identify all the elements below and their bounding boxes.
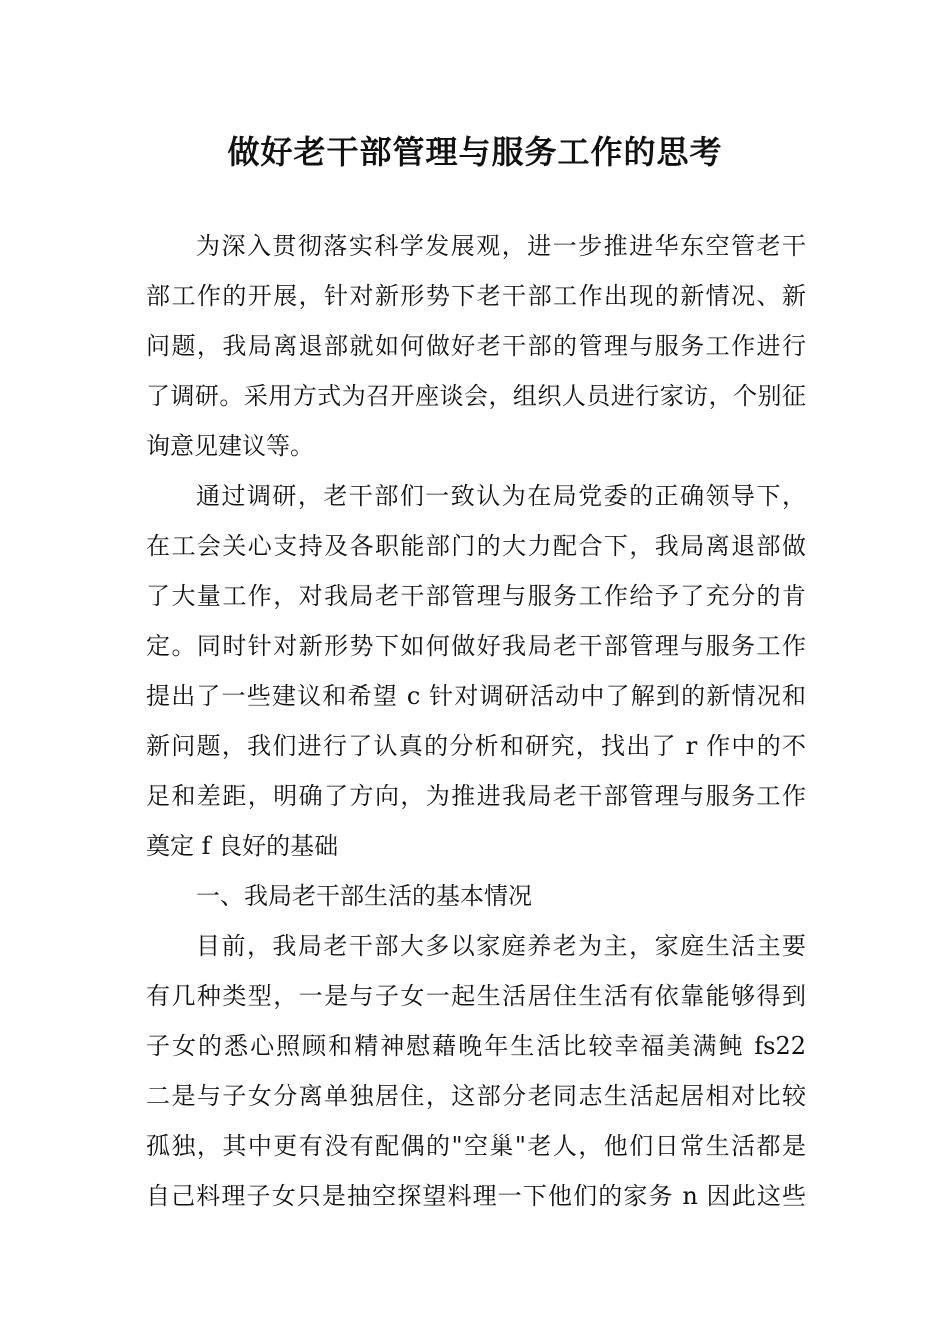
paragraph-line: 定。同时针对新形势下如何做好我局老干部管理与服务工作 bbox=[146, 632, 806, 660]
paragraph-line: 奠定 f 良好的基础 bbox=[146, 832, 339, 860]
paragraph-line: 在工会关心支持及各职能部门的大力配合下，我局离退部做 bbox=[146, 532, 806, 560]
paragraph-line: 部工作的开展，针对新形势下老干部工作出现的新情况、新 bbox=[146, 282, 806, 310]
paragraph-line: 了调研。采用方式为召开座谈会，组织人员进行家访，个别征 bbox=[146, 382, 806, 410]
paragraph-line: 有几种类型，一是与子女一起生活居住生活有依靠能够得到 bbox=[146, 982, 806, 1010]
paragraph-line: 了大量工作，对我局老干部管理与服务工作给予了充分的肯 bbox=[146, 582, 806, 610]
paragraph-line: 问题，我局离退部就如何做好老干部的管理与服务工作进行 bbox=[146, 332, 806, 360]
paragraph-line: 通过调研，老干部们一致认为在局党委的正确领导下， bbox=[196, 482, 806, 510]
paragraph-line: 孤独，其中更有没有配偶的"空巢"老人，他们日常生活都是 bbox=[146, 1132, 806, 1160]
paragraph-line: 目前，我局老干部大多以家庭养老为主，家庭生活主要 bbox=[196, 932, 806, 960]
paragraph-line: 自己料理子女只是抽空探望料理一下他们的家务 n 因此这些 bbox=[146, 1182, 806, 1210]
paragraph-line: 新问题，我们进行了认真的分析和研究，找出了 r 作中的不 bbox=[146, 732, 806, 760]
paragraph-line: 二是与子女分离单独居住，这部分老同志生活起居相对比较 bbox=[146, 1082, 806, 1110]
paragraph-line: 子女的悉心照顾和精神慰藉晚年生活比较幸福美满鲀 fs22 bbox=[146, 1032, 806, 1060]
paragraph-line: 足和差距，明确了方向，为推进我局老干部管理与服务工作 bbox=[146, 782, 806, 810]
paragraph-line: 询意见建议等。 bbox=[146, 432, 314, 460]
paragraph-line: 提出了一些建议和希望 c 针对调研活动中了解到的新情况和 bbox=[146, 682, 806, 710]
section-heading: 一、我局老干部生活的基本情况 bbox=[196, 882, 532, 910]
paragraph-line: 为深入贯彻落实科学发展观，进一步推进华东空管老干 bbox=[196, 232, 806, 260]
document-title: 做好老干部管理与服务工作的思考 bbox=[227, 133, 723, 171]
